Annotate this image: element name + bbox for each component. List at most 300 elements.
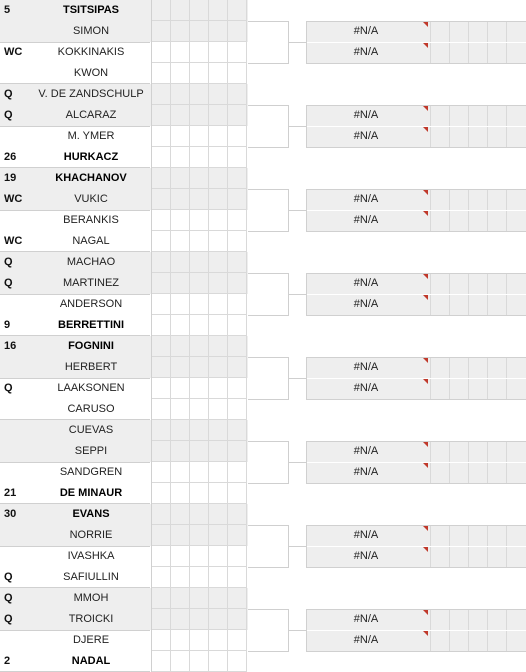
bracket-line: [288, 294, 306, 295]
set-score-cell[interactable]: [209, 273, 228, 294]
set-score-cell[interactable]: [171, 504, 190, 525]
bracket-line: [288, 42, 306, 43]
seed-label: 19: [4, 172, 17, 184]
set-score-cell[interactable]: [209, 588, 228, 609]
set-score-cell[interactable]: [152, 105, 171, 126]
player-name: NADAL: [71, 655, 111, 667]
set-score-cell[interactable]: [209, 336, 228, 357]
bracket-line: [248, 231, 288, 232]
set-score-cell[interactable]: [171, 567, 190, 588]
player-name: MARTINEZ: [62, 277, 120, 289]
player-name: SEPPI: [74, 445, 108, 457]
set-score-cell[interactable]: [209, 630, 228, 651]
player-name: KHACHANOV: [55, 172, 127, 184]
set-score-cell[interactable]: [190, 294, 209, 315]
set-score-cell[interactable]: [171, 441, 190, 462]
set-score-cell[interactable]: [152, 336, 171, 357]
set-score-cell[interactable]: [209, 546, 228, 567]
player-row: [0, 84, 248, 105]
set-score-cell[interactable]: [171, 231, 190, 252]
set-score-cell[interactable]: [171, 147, 190, 168]
first-round-section: [0, 588, 248, 672]
player-name: ALCARAZ: [65, 109, 117, 121]
set-score-cell[interactable]: [152, 546, 171, 567]
set-score-cell[interactable]: [171, 399, 190, 420]
set-score-cell[interactable]: [228, 126, 247, 147]
set-score-cell[interactable]: [228, 399, 247, 420]
column-divider: [151, 168, 152, 252]
set-score-cell[interactable]: [228, 294, 247, 315]
match-border: [306, 105, 526, 148]
match-border: [306, 525, 526, 568]
bracket-line: [248, 63, 288, 64]
first-round-section: [0, 252, 248, 336]
second-round-match: [306, 105, 526, 147]
set-score-cell[interactable]: [190, 588, 209, 609]
set-score-cell[interactable]: [152, 231, 171, 252]
player-row: [0, 420, 248, 441]
set-score-cell[interactable]: [152, 525, 171, 546]
set-score-cell[interactable]: [228, 378, 247, 399]
set-score-cell[interactable]: [228, 420, 247, 441]
set-score-cell[interactable]: [228, 273, 247, 294]
set-score-cell[interactable]: [209, 294, 228, 315]
bracket-line: [248, 105, 288, 106]
set-score-cell[interactable]: [209, 609, 228, 630]
player-row: [0, 378, 248, 399]
player-name: M. YMER: [67, 130, 115, 142]
set-score-cell[interactable]: [171, 42, 190, 63]
player-name: EVANS: [72, 508, 110, 520]
set-score-cell[interactable]: [190, 483, 209, 504]
seed-label: Q: [4, 592, 13, 604]
player-name: TROICKI: [68, 613, 114, 625]
set-score-cell[interactable]: [190, 399, 209, 420]
set-score-cell[interactable]: [228, 588, 247, 609]
player-row: [0, 651, 248, 672]
set-score-cell[interactable]: [190, 420, 209, 441]
set-score-cell[interactable]: [190, 651, 209, 672]
set-score-cell[interactable]: [190, 378, 209, 399]
seed-label: 30: [4, 508, 17, 520]
seed-label: WC: [4, 235, 23, 247]
bracket-line: [248, 483, 288, 484]
match-divider: [0, 42, 150, 43]
set-score-cell[interactable]: [152, 0, 171, 21]
bracket-line: [248, 147, 288, 148]
set-score-cell[interactable]: [171, 630, 190, 651]
match-border: [306, 609, 526, 652]
player-name: NAGAL: [72, 235, 110, 247]
set-score-cell[interactable]: [171, 609, 190, 630]
set-score-cell[interactable]: [171, 21, 190, 42]
set-score-cell[interactable]: [209, 168, 228, 189]
set-score-cell[interactable]: [171, 210, 190, 231]
player-row: [0, 462, 248, 483]
set-score-cell[interactable]: [228, 168, 247, 189]
set-score-cell[interactable]: [228, 210, 247, 231]
set-score-cell[interactable]: [228, 651, 247, 672]
set-score-cell[interactable]: [171, 525, 190, 546]
set-score-cell[interactable]: [190, 273, 209, 294]
set-score-cell[interactable]: [228, 84, 247, 105]
match-border: [306, 357, 526, 400]
set-score-cell[interactable]: [171, 252, 190, 273]
set-score-cell[interactable]: [228, 546, 247, 567]
seed-label: 16: [4, 340, 17, 352]
set-score-cell[interactable]: [190, 336, 209, 357]
set-score-cell[interactable]: [152, 588, 171, 609]
set-score-cell[interactable]: [228, 630, 247, 651]
player-name: BERRETTINI: [58, 319, 124, 331]
bracket-line: [248, 441, 288, 442]
match-border: [306, 441, 526, 484]
player-name: IVASHKA: [67, 550, 115, 562]
formula-result[interactable]: #N/A: [353, 214, 379, 226]
set-score-cell[interactable]: [228, 315, 247, 336]
column-divider: [151, 84, 152, 168]
set-score-cell[interactable]: [209, 567, 228, 588]
formula-result[interactable]: #N/A: [353, 382, 379, 394]
set-score-cell[interactable]: [228, 105, 247, 126]
set-score-cell[interactable]: [190, 504, 209, 525]
set-score-cell[interactable]: [152, 630, 171, 651]
set-score-cell[interactable]: [190, 84, 209, 105]
set-score-cell[interactable]: [171, 336, 190, 357]
set-score-cell[interactable]: [190, 42, 209, 63]
set-score-cell[interactable]: [228, 525, 247, 546]
player-row: [0, 567, 248, 588]
set-score-cell[interactable]: [209, 378, 228, 399]
player-row: [0, 399, 248, 420]
player-name: ANDERSON: [59, 298, 123, 310]
first-round-section: [0, 336, 248, 420]
set-score-cell[interactable]: [152, 399, 171, 420]
player-row: [0, 630, 248, 651]
set-score-cell[interactable]: [190, 105, 209, 126]
player-row: [0, 294, 248, 315]
formula-result[interactable]: #N/A: [353, 298, 379, 310]
player-name: CARUSO: [67, 403, 115, 415]
set-score-cell[interactable]: [228, 189, 247, 210]
set-score-cell[interactable]: [209, 441, 228, 462]
set-score-cell[interactable]: [152, 651, 171, 672]
set-score-cell[interactable]: [209, 210, 228, 231]
set-score-cell[interactable]: [171, 0, 190, 21]
set-score-cell[interactable]: [190, 168, 209, 189]
set-score-cell[interactable]: [228, 483, 247, 504]
set-score-cell[interactable]: [228, 567, 247, 588]
set-score-cell[interactable]: [152, 567, 171, 588]
player-name: TSITSIPAS: [62, 4, 120, 16]
set-score-cell[interactable]: [152, 189, 171, 210]
set-score-cell[interactable]: [209, 126, 228, 147]
formula-result[interactable]: #N/A: [353, 130, 379, 142]
seed-label: Q: [4, 613, 13, 625]
formula-result[interactable]: #N/A: [353, 529, 379, 541]
formula-result[interactable]: #N/A: [353, 466, 379, 478]
set-score-cell[interactable]: [152, 273, 171, 294]
bracket-line: [248, 399, 288, 400]
set-score-cell[interactable]: [209, 21, 228, 42]
set-score-cell[interactable]: [209, 462, 228, 483]
bracket-line: [248, 651, 288, 652]
set-score-cell[interactable]: [171, 483, 190, 504]
player-row: [0, 315, 248, 336]
player-name: FOGNINI: [68, 340, 114, 352]
set-score-cell[interactable]: [209, 189, 228, 210]
set-score-cell[interactable]: [209, 651, 228, 672]
bracket-line: [248, 315, 288, 316]
set-score-cell[interactable]: [152, 42, 171, 63]
formula-result[interactable]: #N/A: [353, 550, 379, 562]
second-round-match: [306, 441, 526, 483]
formula-result[interactable]: #N/A: [353, 445, 379, 457]
player-row: [0, 609, 248, 630]
set-score-cell[interactable]: [171, 84, 190, 105]
set-score-cell[interactable]: [152, 294, 171, 315]
set-score-cell[interactable]: [190, 231, 209, 252]
set-score-cell[interactable]: [209, 420, 228, 441]
set-score-cell[interactable]: [209, 504, 228, 525]
bracket-line: [288, 462, 306, 463]
match-divider: [0, 294, 150, 295]
player-row: [0, 588, 248, 609]
second-round-match: [306, 357, 526, 399]
bracket-line: [288, 210, 306, 211]
player-name: V. DE ZANDSCHULP: [38, 88, 144, 100]
set-score-cell[interactable]: [228, 0, 247, 21]
set-score-cell[interactable]: [228, 462, 247, 483]
first-round-section: [0, 420, 248, 504]
set-score-cell[interactable]: [190, 609, 209, 630]
formula-result[interactable]: #N/A: [353, 361, 379, 373]
set-score-cell[interactable]: [209, 231, 228, 252]
bracket-line: [288, 126, 306, 127]
player-row: [0, 105, 248, 126]
match-divider: [0, 546, 150, 547]
bracket-line: [248, 609, 288, 610]
player-name: SANDGREN: [59, 466, 123, 478]
column-divider: [151, 420, 152, 504]
first-round-section: [0, 504, 248, 588]
player-row: [0, 441, 248, 462]
player-row: [0, 42, 248, 63]
bracket-line: [248, 567, 288, 568]
set-score-cell[interactable]: [190, 0, 209, 21]
set-score-cell[interactable]: [152, 147, 171, 168]
set-score-cell[interactable]: [190, 441, 209, 462]
set-score-cell[interactable]: [228, 504, 247, 525]
set-score-cell[interactable]: [152, 441, 171, 462]
set-score-cell[interactable]: [209, 147, 228, 168]
set-score-cell[interactable]: [190, 21, 209, 42]
set-score-cell[interactable]: [152, 504, 171, 525]
set-score-cell[interactable]: [152, 462, 171, 483]
set-score-cell[interactable]: [171, 126, 190, 147]
player-name: DE MINAUR: [59, 487, 123, 499]
set-score-cell[interactable]: [209, 42, 228, 63]
formula-result[interactable]: #N/A: [353, 109, 379, 121]
match-divider: [0, 630, 150, 631]
second-round-match: [306, 189, 526, 231]
set-score-cell[interactable]: [190, 315, 209, 336]
seed-label: Q: [4, 88, 13, 100]
set-score-cell[interactable]: [171, 294, 190, 315]
set-score-cell[interactable]: [190, 567, 209, 588]
player-name: KWON: [73, 67, 109, 79]
match-divider: [0, 210, 150, 211]
player-row: [0, 357, 248, 378]
set-score-cell[interactable]: [190, 210, 209, 231]
bracket-line: [288, 546, 306, 547]
set-score-cell[interactable]: [228, 42, 247, 63]
player-row: [0, 273, 248, 294]
set-score-cell[interactable]: [171, 378, 190, 399]
column-divider: [151, 588, 152, 672]
formula-result[interactable]: #N/A: [353, 613, 379, 625]
set-score-cell[interactable]: [171, 315, 190, 336]
set-score-cell[interactable]: [171, 546, 190, 567]
seed-label: Q: [4, 277, 13, 289]
set-score-cell[interactable]: [228, 336, 247, 357]
set-score-cell[interactable]: [190, 147, 209, 168]
set-score-cell[interactable]: [152, 84, 171, 105]
set-score-cell[interactable]: [209, 315, 228, 336]
set-score-cell[interactable]: [228, 231, 247, 252]
set-score-cell[interactable]: [152, 168, 171, 189]
set-score-cell[interactable]: [190, 252, 209, 273]
set-score-cell[interactable]: [171, 651, 190, 672]
set-score-cell[interactable]: [228, 357, 247, 378]
set-score-cell[interactable]: [190, 462, 209, 483]
set-score-cell[interactable]: [171, 588, 190, 609]
player-row: [0, 0, 248, 21]
player-row: [0, 21, 248, 42]
seed-label: Q: [4, 382, 13, 394]
set-score-cell[interactable]: [171, 63, 190, 84]
set-score-cell[interactable]: [228, 252, 247, 273]
player-name: HURKACZ: [63, 151, 119, 163]
seed-label: 21: [4, 487, 17, 499]
second-round-match: [306, 273, 526, 315]
seed-label: 5: [4, 4, 11, 16]
set-score-cell[interactable]: [152, 483, 171, 504]
bracket-line: [248, 357, 288, 358]
set-score-cell[interactable]: [152, 420, 171, 441]
set-score-cell[interactable]: [171, 168, 190, 189]
player-row: [0, 231, 248, 252]
set-score-cell[interactable]: [152, 126, 171, 147]
player-row: [0, 168, 248, 189]
set-score-cell[interactable]: [228, 147, 247, 168]
set-score-cell[interactable]: [171, 273, 190, 294]
seed-label: Q: [4, 256, 13, 268]
set-score-cell[interactable]: [190, 630, 209, 651]
set-score-cell[interactable]: [152, 609, 171, 630]
set-score-cell[interactable]: [190, 63, 209, 84]
set-score-cell[interactable]: [152, 357, 171, 378]
match-divider: [0, 126, 150, 127]
bracket-line: [248, 21, 288, 22]
player-row: [0, 252, 248, 273]
column-divider: [151, 504, 152, 588]
first-round-section: [0, 84, 248, 168]
set-score-cell[interactable]: [209, 84, 228, 105]
set-score-cell[interactable]: [171, 462, 190, 483]
seed-label: WC: [4, 193, 23, 205]
set-score-cell[interactable]: [209, 399, 228, 420]
player-row: [0, 336, 248, 357]
set-score-cell[interactable]: [152, 378, 171, 399]
player-name: KOKKINAKIS: [57, 46, 125, 58]
set-score-cell[interactable]: [209, 0, 228, 21]
player-name: CUEVAS: [68, 424, 114, 436]
set-score-cell[interactable]: [171, 357, 190, 378]
player-name: NORRIE: [69, 529, 113, 541]
set-score-cell[interactable]: [152, 21, 171, 42]
formula-result[interactable]: #N/A: [353, 25, 379, 37]
set-score-cell[interactable]: [152, 252, 171, 273]
set-score-cell[interactable]: [152, 315, 171, 336]
set-score-cell[interactable]: [152, 63, 171, 84]
formula-result[interactable]: #N/A: [353, 193, 379, 205]
player-row: [0, 63, 248, 84]
set-score-cell[interactable]: [228, 21, 247, 42]
bracket-line: [248, 273, 288, 274]
set-score-cell[interactable]: [209, 105, 228, 126]
set-score-cell[interactable]: [190, 546, 209, 567]
column-divider: [151, 0, 152, 84]
set-score-cell[interactable]: [209, 525, 228, 546]
formula-result[interactable]: #N/A: [353, 277, 379, 289]
set-score-cell[interactable]: [152, 210, 171, 231]
player-name: SAFIULLIN: [63, 571, 119, 583]
set-score-cell[interactable]: [209, 483, 228, 504]
set-score-cell[interactable]: [190, 525, 209, 546]
column-divider: [151, 252, 152, 336]
player-row: [0, 504, 248, 525]
second-round-match: [306, 609, 526, 651]
bracket-line: [248, 189, 288, 190]
formula-result[interactable]: #N/A: [353, 46, 379, 58]
player-name: MACHAO: [66, 256, 116, 268]
first-round-section: [0, 0, 248, 84]
player-row: [0, 147, 248, 168]
formula-result[interactable]: #N/A: [353, 634, 379, 646]
set-score-cell[interactable]: [171, 105, 190, 126]
set-score-cell[interactable]: [228, 441, 247, 462]
set-score-cell[interactable]: [190, 357, 209, 378]
set-score-cell[interactable]: [228, 63, 247, 84]
set-score-cell[interactable]: [209, 357, 228, 378]
bracket-line: [288, 630, 306, 631]
seed-label: Q: [4, 109, 13, 121]
set-score-cell[interactable]: [209, 63, 228, 84]
player-name: BERANKIS: [63, 214, 119, 226]
set-score-cell[interactable]: [171, 420, 190, 441]
player-name: SIMON: [72, 25, 110, 37]
set-score-cell[interactable]: [228, 609, 247, 630]
match-divider: [0, 462, 150, 463]
bracket-line: [288, 378, 306, 379]
player-name: HERBERT: [64, 361, 118, 373]
set-score-cell[interactable]: [209, 252, 228, 273]
column-divider: [151, 336, 152, 420]
set-score-cell[interactable]: [171, 189, 190, 210]
set-score-cell[interactable]: [190, 189, 209, 210]
set-score-cell[interactable]: [190, 126, 209, 147]
